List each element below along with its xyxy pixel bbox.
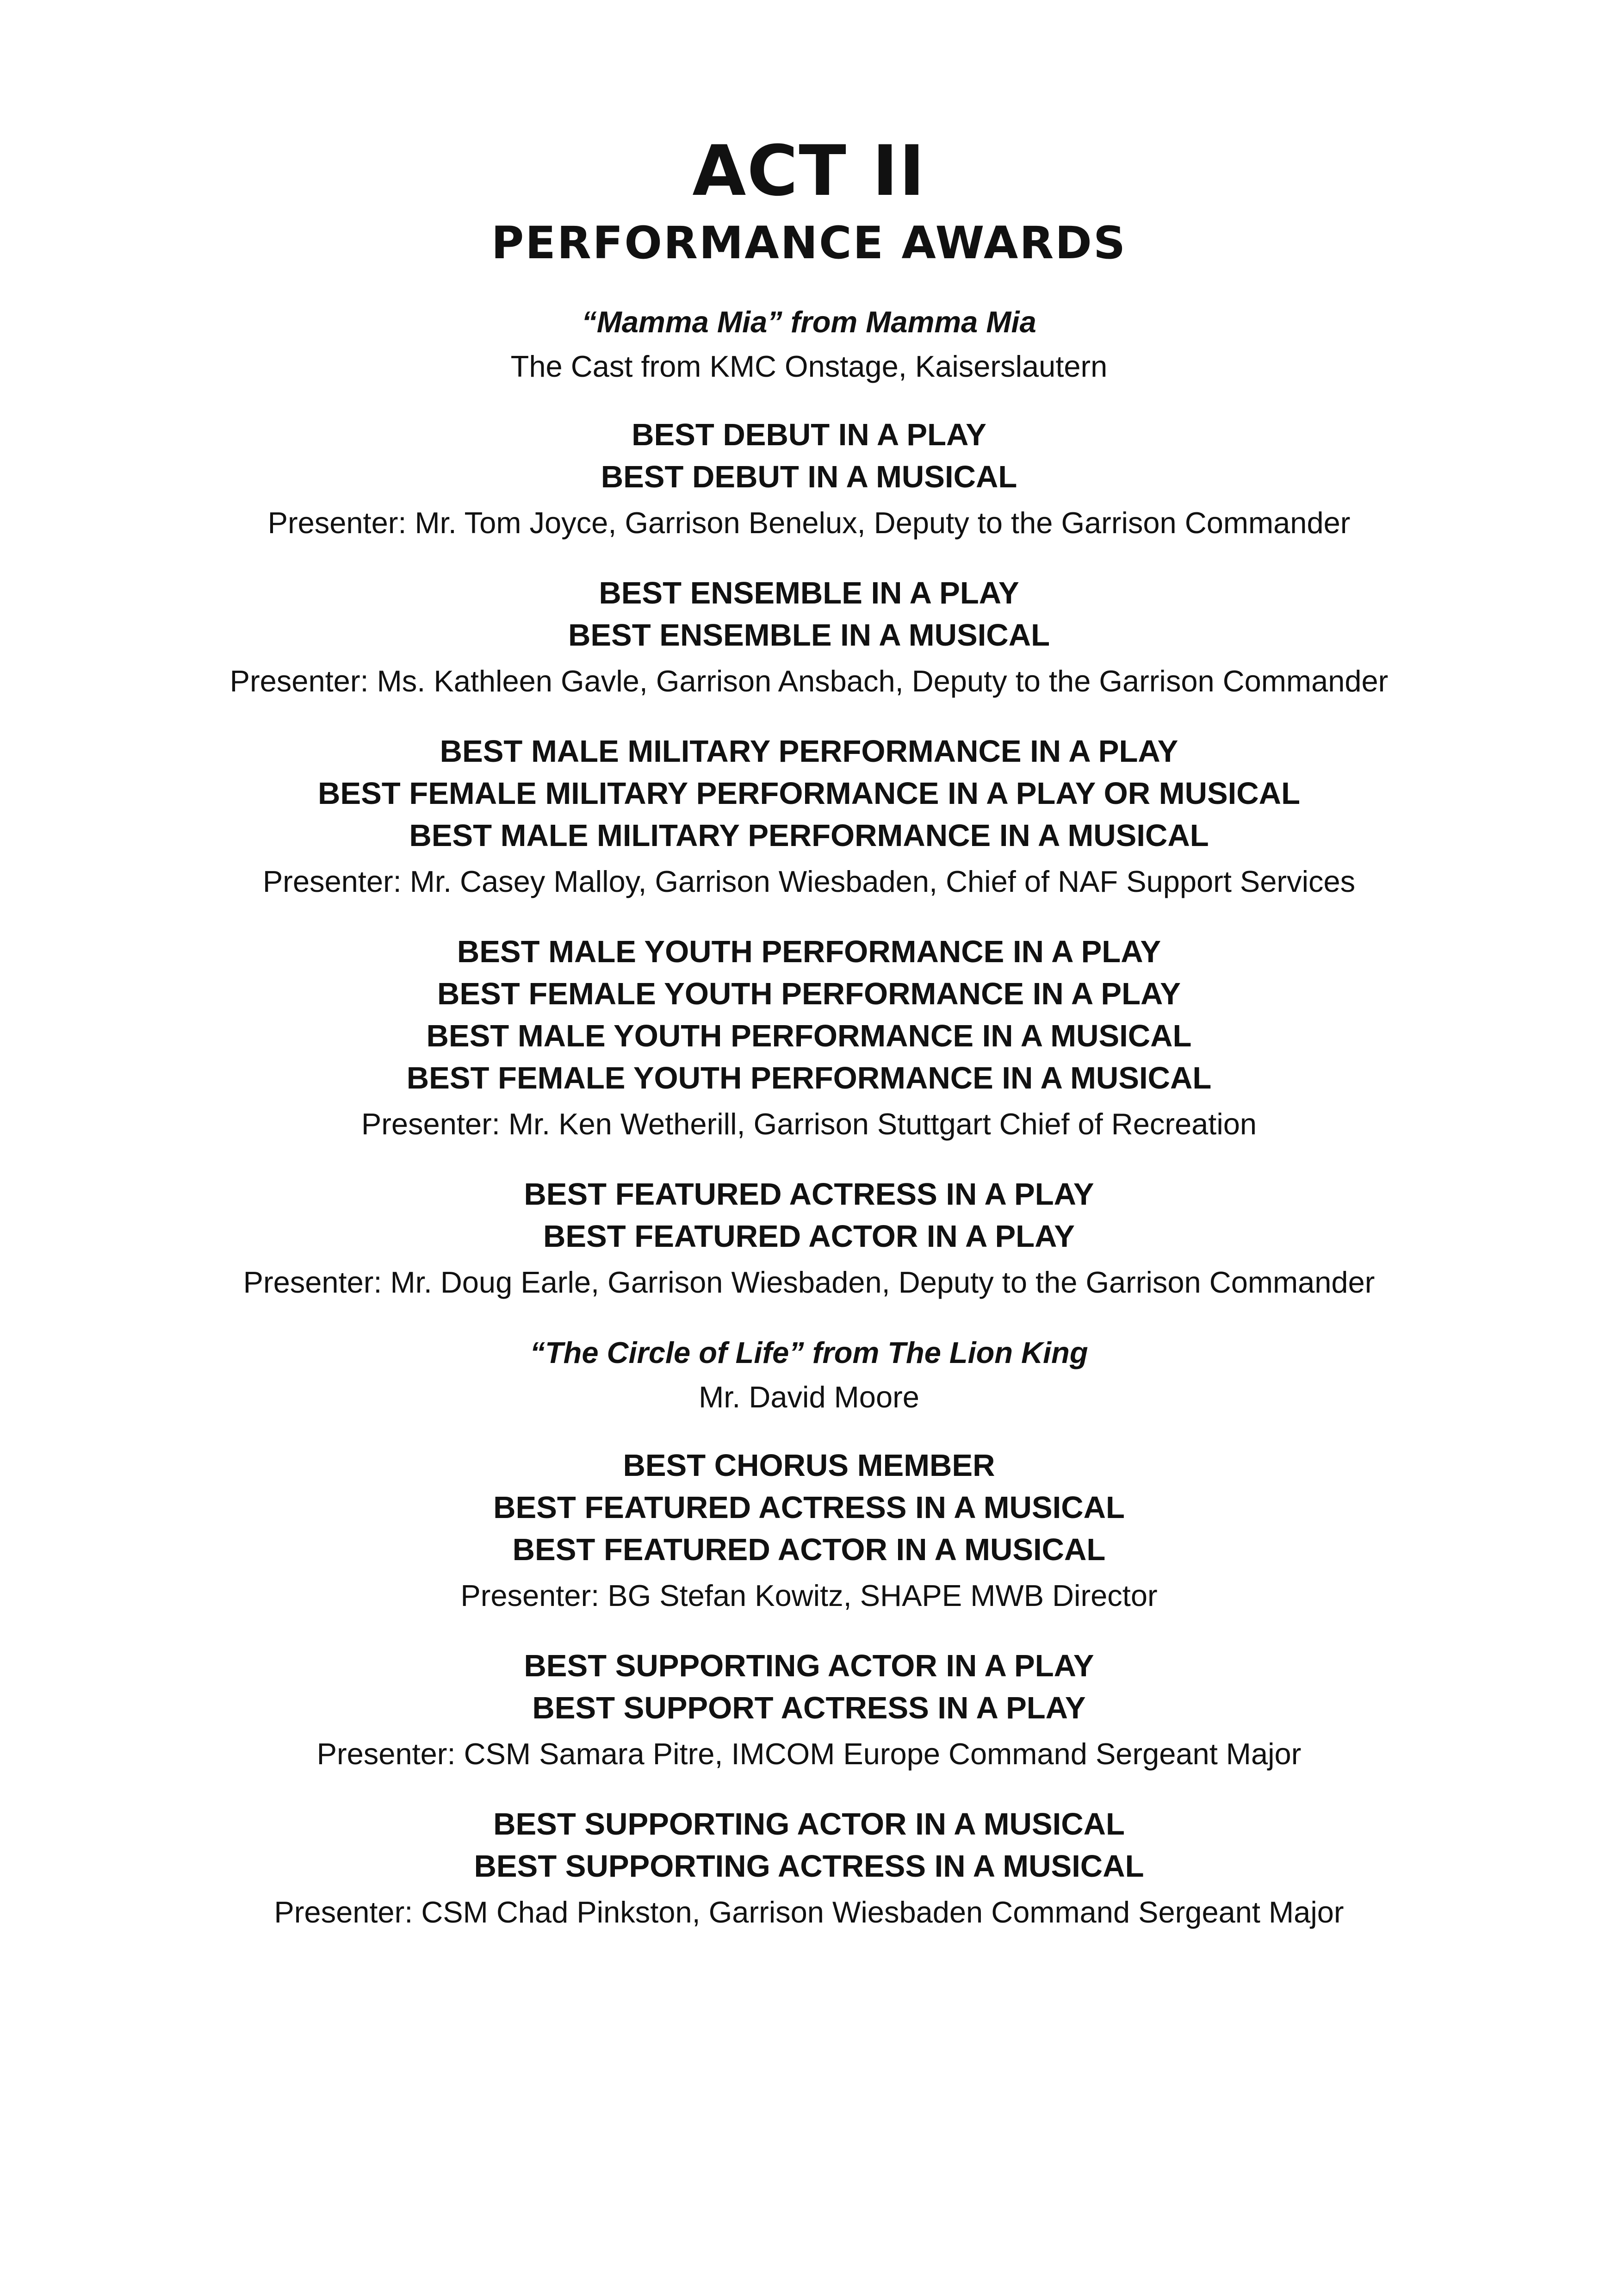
performer-name: The Cast from KMC Onstage, Kaiserslautern <box>510 349 1108 383</box>
award-group <box>0 931 1618 1149</box>
award-title: BEST ENSEMBLE IN A MUSICAL <box>568 618 1050 653</box>
performance-block <box>0 1332 1618 1420</box>
award-group <box>0 730 1618 907</box>
award-group <box>0 1803 1618 1937</box>
award-title: BEST DEBUT IN A MUSICAL <box>601 460 1017 494</box>
award-title: BEST MALE MILITARY PERFORMANCE IN A MUSICAL <box>409 818 1209 853</box>
presenter-line: Presenter: BG Stefan Kowitz, SHAPE MWB Director <box>460 1579 1158 1612</box>
award-title: BEST FEMALE MILITARY PERFORMANCE IN A PLAY OR MUSICAL <box>318 776 1300 811</box>
award-group <box>0 1173 1618 1307</box>
award-group <box>0 414 1618 548</box>
award-group <box>0 1645 1618 1779</box>
presenter-line: Presenter: CSM Samara Pitre, IMCOM Europe Command Sergeant Major <box>316 1737 1302 1771</box>
song-title: “Mamma Mia” from Mamma Mia <box>582 305 1036 339</box>
award-title: BEST FEMALE YOUTH PERFORMANCE IN A MUSICAL <box>406 1061 1212 1095</box>
section-subtitle: PERFORMANCE AWARDS <box>491 217 1127 269</box>
performer-name: Mr. David Moore <box>699 1380 919 1414</box>
performance-block <box>0 301 1618 390</box>
award-title: BEST SUPPORTING ACTOR IN A MUSICAL <box>493 1807 1125 1842</box>
award-group <box>0 572 1618 706</box>
presenter-line: Presenter: Mr. Casey Malloy, Garrison Wiesbaden, Chief of NAF Support Services <box>262 865 1356 898</box>
award-title: BEST DEBUT IN A PLAY <box>632 417 986 452</box>
presenter-line: Presenter: Mr. Tom Joyce, Garrison Benelux, Deputy to the Garrison Commander <box>267 506 1351 540</box>
award-title: BEST SUPPORTING ACTOR IN A PLAY <box>524 1649 1094 1683</box>
award-title: BEST SUPPORTING ACTRESS IN A MUSICAL <box>474 1849 1144 1884</box>
presenter-line: Presenter: Ms. Kathleen Gavle, Garrison Ansbach, Deputy to the Garrison Commander <box>229 664 1389 698</box>
award-title: BEST MALE MILITARY PERFORMANCE IN A PLAY <box>440 734 1178 769</box>
award-title: BEST FEATURED ACTRESS IN A MUSICAL <box>493 1490 1125 1525</box>
award-group <box>0 1444 1618 1621</box>
presenter-line: Presenter: Mr. Ken Wetherill, Garrison Stuttgart Chief of Recreation <box>361 1107 1257 1141</box>
presenter-line: Presenter: Mr. Doug Earle, Garrison Wiesbaden, Deputy to the Garrison Commander <box>243 1265 1375 1299</box>
award-title: BEST SUPPORT ACTRESS IN A PLAY <box>532 1691 1086 1725</box>
song-title: “The Circle of Life” from The Lion King <box>530 1336 1088 1369</box>
award-title: BEST MALE YOUTH PERFORMANCE IN A PLAY <box>457 934 1161 969</box>
presenter-line: Presenter: CSM Chad Pinkston, Garrison Wiesbaden Command Sergeant Major <box>274 1895 1344 1929</box>
award-title: BEST FEMALE YOUTH PERFORMANCE IN A PLAY <box>437 977 1181 1011</box>
program-list <box>0 301 1618 1961</box>
award-title: BEST FEATURED ACTOR IN A MUSICAL <box>512 1532 1106 1567</box>
award-title: BEST ENSEMBLE IN A PLAY <box>599 576 1019 610</box>
award-title: BEST MALE YOUTH PERFORMANCE IN A MUSICAL <box>426 1019 1192 1053</box>
act-title: ACT II <box>692 131 926 212</box>
award-title: BEST FEATURED ACTOR IN A PLAY <box>543 1219 1075 1254</box>
award-title: BEST CHORUS MEMBER <box>623 1448 995 1483</box>
award-title: BEST FEATURED ACTRESS IN A PLAY <box>524 1177 1094 1212</box>
